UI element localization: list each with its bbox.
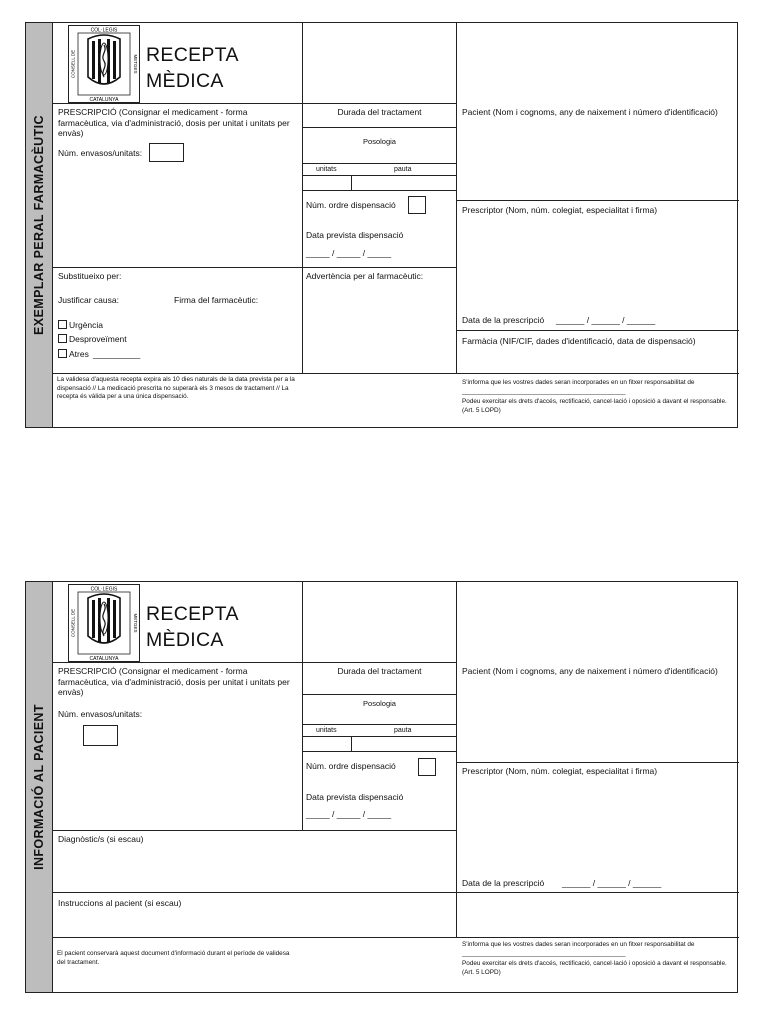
- data-prescripcio-label: Data de la prescripció: [462, 878, 545, 888]
- divider: [302, 751, 457, 752]
- side-strip: [26, 23, 53, 427]
- divider: [302, 724, 457, 725]
- divider: [53, 662, 457, 663]
- durada-label: Durada del tractament: [337, 666, 422, 676]
- title-line-1: RECEPTA: [146, 603, 239, 625]
- substitueixo-label: Substitueixo per:: [58, 271, 122, 281]
- instruccions-label: Instruccions al pacient (si escau): [58, 898, 182, 908]
- lopd-notice-1: S'informa que les vostres dades seran incorporades en un fitxer responsabilitat de ______________________________________________: [462, 941, 695, 957]
- num-envasos-label: Núm. envasos/unitats:: [58, 709, 143, 719]
- divider: [456, 582, 457, 937]
- divider: [302, 163, 457, 164]
- lopd-notice-1: S'informa que les vostres dades seran incorporades en un fitxer responsabilitat de ______________________________________________: [462, 379, 695, 395]
- data-prescripcio-blank[interactable]: ______ / ______ / ______: [556, 315, 656, 325]
- strip-label: EXEMPLAR PERAL FARMACÈUTIC: [32, 115, 46, 335]
- divider: [302, 694, 457, 695]
- data-prevista-label: Data prevista dispensació: [306, 230, 404, 240]
- unitats-label: unitats: [316, 166, 337, 173]
- urgencia-checkbox[interactable]: [58, 320, 67, 329]
- altres-label: Atres: [69, 349, 89, 359]
- divider: [53, 830, 457, 831]
- num-ordre-label: Núm. ordre dispensació: [306, 200, 396, 210]
- data-prevista-label: Data prevista dispensació: [306, 792, 404, 802]
- logo-text-right: METGES: [133, 54, 138, 74]
- college-logo-seal: [68, 584, 140, 662]
- divider: [302, 190, 457, 191]
- divider: [456, 23, 457, 373]
- divider: [302, 23, 303, 373]
- unitats-label: unitats: [316, 727, 337, 734]
- validesa-notice: La validesa d'aquesta recepta expira als 10 dies naturals de la data prevista per a la dispensació // La medicació prescrita no superarà els 3 mesos de tractament // La recepta és vàlida per a una única dispensació.: [57, 376, 295, 401]
- pacient-label: Pacient (Nom i cognoms, any de naixement i número d'identificació): [462, 666, 718, 676]
- divider: [456, 330, 739, 331]
- urgencia-label: Urgència: [69, 320, 104, 330]
- num-ordre-label: Núm. ordre dispensació: [306, 761, 396, 771]
- durada-label: Durada del tractament: [337, 107, 422, 117]
- prescriptor-label: Prescriptor (Nom, núm. colegiat, especialitat i firma): [462, 205, 658, 215]
- title-line-2: MÈDICA: [146, 70, 224, 92]
- data-prevista-blank[interactable]: _____ / _____ / _____: [306, 248, 392, 258]
- logo-text-bottom: CATALUNYA: [89, 97, 119, 103]
- logo-text-left: CONSELL DE: [70, 49, 76, 79]
- posologia-label: Posologia: [363, 137, 396, 146]
- divider: [351, 736, 352, 751]
- divider: [53, 373, 739, 374]
- side-strip: [26, 582, 53, 992]
- prescription-label: PRESCRIPCIÓ (Consignar el medicament - forma farmacèutica, via d'administració, dosis per unitat i unitats per envàs): [58, 107, 290, 138]
- divider: [302, 127, 457, 128]
- prescriptor-label: Prescriptor (Nom, núm. colegiat, especialitat i firma): [462, 766, 658, 776]
- divider: [53, 103, 457, 104]
- divider: [53, 267, 457, 268]
- diagnostic-label: Diagnòstic/s (si escau): [58, 834, 144, 844]
- title-line-2: MÈDICA: [146, 629, 224, 651]
- justificar-label: Justificar causa:: [58, 295, 119, 305]
- title-line-1: RECEPTA: [146, 44, 239, 66]
- num-ordre-box[interactable]: [418, 758, 436, 776]
- logo-text-right: METGES: [133, 613, 138, 633]
- divider: [456, 200, 739, 201]
- firma-label: Firma del farmacèutic:: [174, 295, 259, 305]
- pauta-label: pauta: [394, 166, 412, 173]
- pacient-label: Pacient (Nom i cognoms, any de naixement i número d'identificació): [462, 107, 718, 117]
- pauta-label: pauta: [394, 727, 412, 734]
- altres-blank[interactable]: __________: [93, 349, 141, 359]
- prescription-form-patient-copy: [25, 581, 738, 993]
- divider: [302, 175, 457, 176]
- prescription-form-pharmacist-copy: [25, 22, 738, 428]
- divider: [456, 892, 739, 893]
- num-envasos-box[interactable]: [149, 143, 184, 162]
- divider: [351, 175, 352, 190]
- desproveiment-label: Desproveïment: [69, 334, 127, 344]
- logo-text-left: CONSELL DE: [70, 608, 76, 638]
- divider: [456, 762, 739, 763]
- num-envasos-box[interactable]: [83, 725, 118, 746]
- data-prescripcio-label: Data de la prescripció: [462, 315, 545, 325]
- prescription-label: PRESCRIPCIÓ (Consignar el medicament - forma farmacèutica, via d'administració, dosis per unitat i unitats per envàs): [58, 666, 290, 697]
- strip-label: INFORMACIÓ AL PACIENT: [32, 704, 46, 870]
- lopd-notice-2: Podeu exercitar els drets d'accés, rectificació, cancel·lació i oposició a davant el responsable. (Art. 5 LOPD): [462, 960, 727, 976]
- logo-text-top: COL·LEGIS: [90, 27, 118, 34]
- altres-checkbox[interactable]: [58, 349, 67, 358]
- posologia-label: Posologia: [363, 699, 396, 708]
- advertencia-label: Advertència per al farmacèutic:: [306, 271, 424, 281]
- data-prescripcio-blank[interactable]: ______ / ______ / ______: [562, 878, 662, 888]
- conservara-notice: El pacient conservarà aquest document d'informació durant el període de validesa del tractament.: [57, 950, 290, 966]
- divider: [53, 892, 457, 893]
- farmacia-label: Farmàcia (NIF/CIF, dades d'identificació, data de dispensació): [462, 336, 696, 346]
- logo-text-bottom: CATALUNYA: [89, 656, 119, 662]
- data-prevista-blank[interactable]: _____ / _____ / _____: [306, 809, 392, 819]
- divider: [53, 937, 739, 938]
- num-envasos-label: Núm. envasos/unitats:: [58, 148, 143, 158]
- lopd-notice-2: Podeu exercitar els drets d'accés, rectificació, cancel·lació i oposició a davant el responsable. (Art. 5 LOPD): [462, 398, 727, 414]
- logo-text-top: COL·LEGIS: [90, 586, 118, 593]
- college-logo-seal: [68, 25, 140, 103]
- divider: [302, 736, 457, 737]
- num-ordre-box[interactable]: [408, 196, 426, 214]
- desproveiment-checkbox[interactable]: [58, 334, 67, 343]
